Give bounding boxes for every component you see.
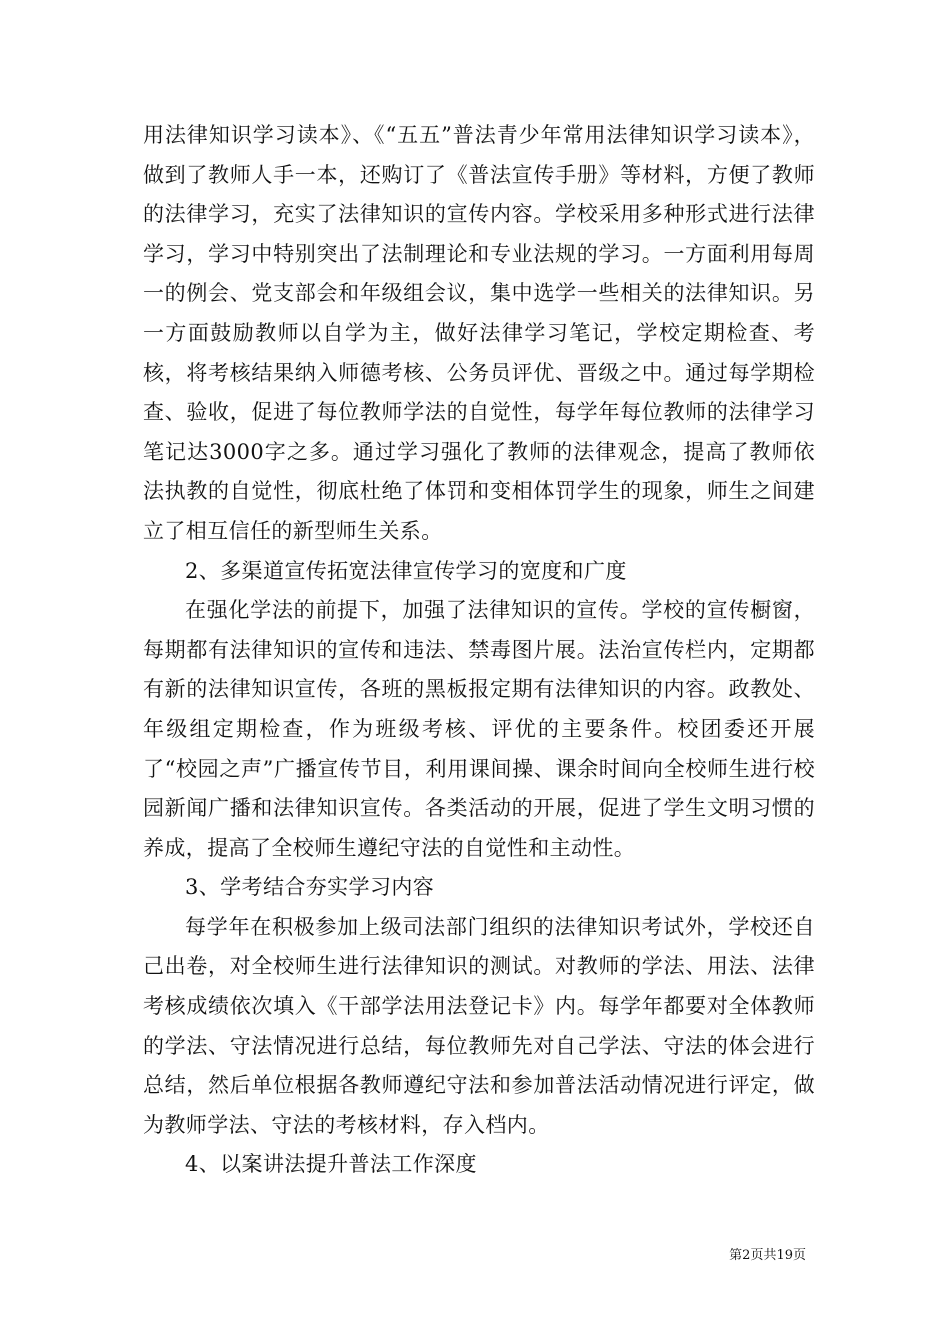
body-text: [143, 116, 815, 1185]
paragraph-2: 在强化学法的前提下，加强了法律知识的宣传。学校的宣传橱窗，每期都有法律知识的宣传和违法、禁毒图片展。法治宣传栏内，定期都有新的法律知识宣传，各班的黑板报定期有法律知识的内容。政教处、年级组定期检查，作为班级考核、评优的主要条件。校团委还开展了“校园之声”广播宣传节目，利用课间操、课余时间向全校师生进行校园新闻广播和法律知识宣传。各类活动的开展，促进了学生文明习惯的养成，提高了全校师生遵纪守法的自觉性和主动性。: [143, 598, 815, 860]
section-heading-3: 3、学考结合夯实学习内容: [185, 875, 435, 900]
paragraph-3: 每学年在积极参加上级司法部门组织的法律知识考试外，学校还自己出卷，对全校师生进行法律知识的测试。对教师的学法、用法、法律考核成绩依次填入《干部学法用法登记卡》内。每学年都要对全体教师的学法、守法情况进行总结，每位教师先对自己学法、守法的体会进行总结，然后单位根据各教师遵纪守法和参加普法活动情况进行评定，做为教师学法、守法的考核材料，存入档内。: [143, 914, 815, 1137]
paragraph-continued: 用法律知识学习读本》、《“五五”普法青少年常用法律知识学习读本》，做到了教师人手一本，还购订了《普法宣传手册》等材料，方便了教师的法律学习，充实了法律知识的宣传内容。学校采用多种形式进行法律学习，学习中特别突出了法制理论和专业法规的学习。一方面利用每周一的例会、党支部会和年级组会议，集中选学一些相关的法律知识。另一方面鼓励教师以自学为主，做好法律学习笔记，学校定期检查、考核，将考核结果纳入师德考核、公务员评优、晋级之中。通过每学期检查、验收，促进了每位教师学法的自觉性，每学年每位教师的法律学习笔记达3000字之多。通过学习强化了教师的法律观念，提高了教师依法执教的自觉性，彻底杜绝了体罚和变相体罚学生的现象，师生之间建立了相互信任的新型师生关系。: [143, 123, 815, 543]
section-heading-4: 4、以案讲法提升普法工作深度: [185, 1152, 477, 1177]
section-heading-2: 2、多渠道宣传拓宽法律宣传学习的宽度和广度: [185, 558, 627, 583]
page-number: 第2页共19页: [729, 1248, 806, 1263]
